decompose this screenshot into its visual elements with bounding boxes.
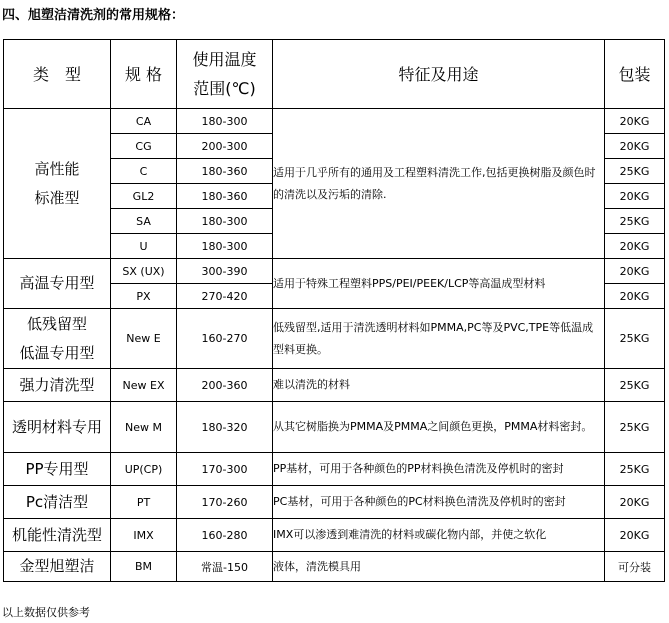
temperature-cell: 270-420 — [177, 284, 273, 309]
spec-cell: SX (UX) — [111, 259, 177, 284]
packaging-cell: 20KG — [605, 519, 665, 552]
packaging-cell: 25KG — [605, 369, 665, 402]
product-type-line: 高温专用型 — [19, 274, 95, 292]
temperature-cell: 180-360 — [177, 184, 273, 209]
temperature-cell: 170-260 — [177, 486, 273, 519]
product-type-line: 强力清洗型 — [19, 375, 95, 394]
packaging-cell: 20KG — [605, 486, 665, 519]
product-type-line: 金型旭塑洁 — [19, 557, 95, 575]
temperature-cell: 160-270 — [177, 309, 273, 369]
col-header-type: 类 型 — [4, 40, 111, 109]
product-type-line: 低残留型 — [26, 314, 87, 333]
col-header-spec: 规 格 — [111, 40, 177, 109]
feature-cell: 难以清洗的材料 — [273, 369, 605, 402]
spec-cell: UP(CP) — [111, 453, 177, 486]
footer-note: 以上数据仅供参考 — [2, 606, 90, 619]
spec-cell: C — [111, 159, 177, 184]
feature-cell: 液体，清洗模具用 — [273, 552, 605, 582]
product-type-line: 机能性清洗型 — [11, 525, 102, 544]
packaging-cell: 20KG — [605, 184, 665, 209]
spec-cell: U — [111, 234, 177, 259]
table-row — [4, 552, 665, 582]
spec-cell: New E — [111, 309, 177, 369]
spec-cell: CA — [111, 109, 177, 134]
section-heading: 四、旭塑洁清洗剂的常用规格： — [2, 8, 185, 23]
header-row — [4, 40, 665, 109]
temperature-cell: 160-280 — [177, 519, 273, 552]
product-type-cell — [4, 402, 111, 453]
temperature-cell: 常温-150 — [177, 552, 273, 582]
table-row — [4, 453, 665, 486]
packaging-cell: 25KG — [605, 309, 665, 369]
table-row — [4, 109, 665, 134]
packaging-cell: 20KG — [605, 284, 665, 309]
packaging-cell: 25KG — [605, 209, 665, 234]
product-type-line: 低温专用型 — [19, 343, 95, 362]
spec-cell: SA — [111, 209, 177, 234]
col-header-pack: 包装 — [605, 40, 665, 109]
temperature-cell: 180-360 — [177, 159, 273, 184]
product-type-line: PP专用型 — [25, 459, 89, 478]
col-header-temp-line1: 使用温度 — [192, 50, 257, 69]
spec-cell: PX — [111, 284, 177, 309]
spec-cell: BM — [111, 552, 177, 582]
temperature-cell: 300-390 — [177, 259, 273, 284]
packaging-cell: 25KG — [605, 159, 665, 184]
temperature-cell: 180-300 — [177, 234, 273, 259]
table-row — [4, 369, 665, 402]
feature-cell: 低残留型,适用于清洗透明材料如PMMA,PC等及PVC,TPE等低温成型料更换。 — [273, 309, 605, 369]
product-type-line: 高性能 — [34, 159, 80, 178]
product-type-cell — [4, 369, 111, 402]
feature-cell: 适用于特殊工程塑料PPS/PEI/PEEK/LCP等高温成型材料 — [273, 259, 605, 309]
temperature-cell: 200-360 — [177, 369, 273, 402]
spec-cell: CG — [111, 134, 177, 159]
packaging-cell: 可分装 — [605, 552, 665, 582]
spec-cell: IMX — [111, 519, 177, 552]
product-type-cell — [4, 486, 111, 519]
product-type-line: 标准型 — [34, 188, 80, 207]
feature-cell: IMX可以渗透到难清洗的材料或碳化物内部，并使之软化 — [273, 519, 605, 552]
table-row — [4, 259, 665, 284]
packaging-cell: 20KG — [605, 259, 665, 284]
temperature-cell: 180-300 — [177, 209, 273, 234]
spec-cell: PT — [111, 486, 177, 519]
table-row — [4, 486, 665, 519]
table-row — [4, 309, 665, 369]
feature-cell: PC基材，可用于各种颜色的PC材料换色清洗及停机时的密封 — [273, 486, 605, 519]
product-type-cell — [4, 259, 111, 309]
packaging-cell: 25KG — [605, 402, 665, 453]
temperature-cell: 200-300 — [177, 134, 273, 159]
packaging-cell: 20KG — [605, 109, 665, 134]
spec-cell: New EX — [111, 369, 177, 402]
packaging-cell: 20KG — [605, 234, 665, 259]
product-type-line: Pc清洁型 — [25, 492, 89, 511]
feature-cell: PP基材，可用于各种颜色的PP材料换色清洗及停机时的密封 — [273, 453, 605, 486]
product-type-cell — [4, 552, 111, 582]
col-header-temp-line2: 范围(℃) — [193, 79, 256, 98]
product-type-line: 透明材料专用 — [11, 417, 102, 436]
packaging-cell: 20KG — [605, 134, 665, 159]
spec-cell: GL2 — [111, 184, 177, 209]
product-type-cell — [4, 109, 111, 259]
packaging-cell: 25KG — [605, 453, 665, 486]
product-type-cell — [4, 453, 111, 486]
table-row — [4, 402, 665, 453]
feature-cell: 适用于几乎所有的通用及工程塑料清洗工作,包括更换树脂及颜色时的清洗以及污垢的清除. — [273, 109, 605, 259]
col-header-feature: 特征及用途 — [273, 40, 605, 109]
spec-table — [3, 39, 665, 582]
col-header-temp — [177, 40, 273, 109]
temperature-cell: 180-320 — [177, 402, 273, 453]
spec-cell: New M — [111, 402, 177, 453]
table-row — [4, 519, 665, 552]
feature-cell: 从其它树脂换为PMMA及PMMA之间颜色更换，PMMA材料密封。 — [273, 402, 605, 453]
product-type-cell — [4, 309, 111, 369]
product-type-cell — [4, 519, 111, 552]
temperature-cell: 180-300 — [177, 109, 273, 134]
temperature-cell: 170-300 — [177, 453, 273, 486]
